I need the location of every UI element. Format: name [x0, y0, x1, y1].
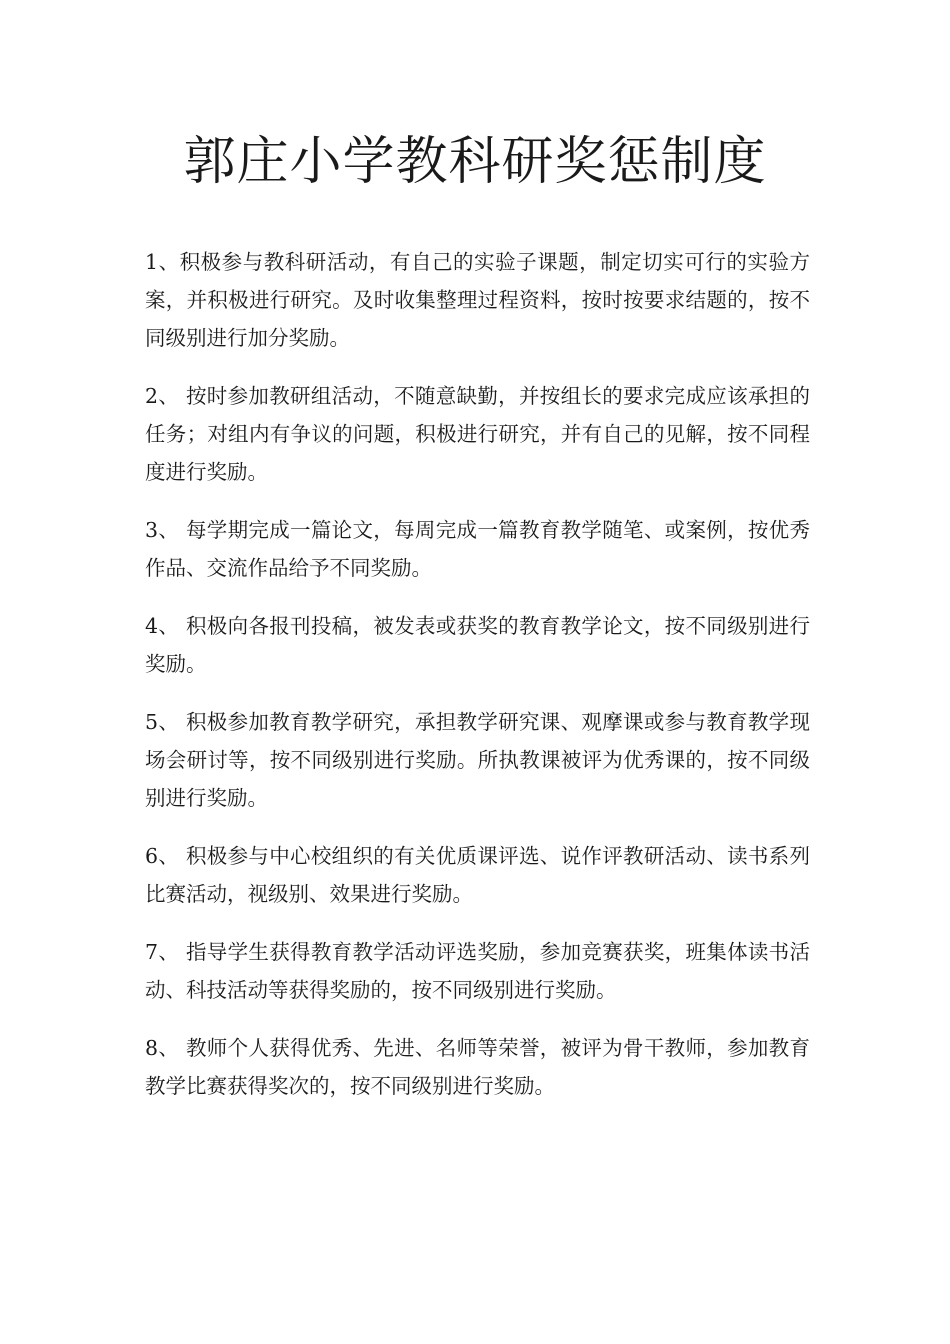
rule-item-2: 2、 按时参加教研组活动，不随意缺勤，并按组长的要求完成应该承担的任务；对组内有争议的问题，积极进行研究，并有自己的见解，按不同程度进行奖励。 — [145, 384, 810, 484]
document-title: 郭庄小学教科研奖惩制度 — [183, 132, 767, 192]
rule-item-4: 4、 积极向各报刊投稿，被发表或获奖的教育教学论文，按不同级别进行奖励。 — [145, 614, 810, 676]
rule-item-1: 1、积极参与教科研活动，有自己的实验子课题，制定切实可行的实验方案，并积极进行研究。及时收集整理过程资料，按时按要求结题的，按不同级别进行加分奖励。 — [145, 250, 810, 350]
rule-item-7: 7、 指导学生获得教育教学活动评选奖励，参加竞赛获奖，班集体读书活动、科技活动等获得奖励的，按不同级别进行奖励。 — [145, 940, 810, 1002]
rule-item-5: 5、 积极参加教育教学研究，承担教学研究课、观摩课或参与教育教学现场会研讨等，按不同级别进行奖励。所执教课被评为优秀课的，按不同级别进行奖励。 — [145, 710, 810, 810]
document-body — [145, 243, 810, 1125]
rule-item-3: 3、 每学期完成一篇论文，每周完成一篇教育教学随笔、或案例，按优秀作品、交流作品给予不同奖励。 — [145, 518, 810, 580]
rule-item-8: 8、 教师个人获得优秀、先进、名师等荣誉，被评为骨干教师，参加教育教学比赛获得奖次的，按不同级别进行奖励。 — [145, 1036, 810, 1098]
rule-item-6: 6、 积极参与中心校组织的有关优质课评选、说作评教研活动、读书系列比赛活动，视级别、效果进行奖励。 — [145, 844, 810, 906]
